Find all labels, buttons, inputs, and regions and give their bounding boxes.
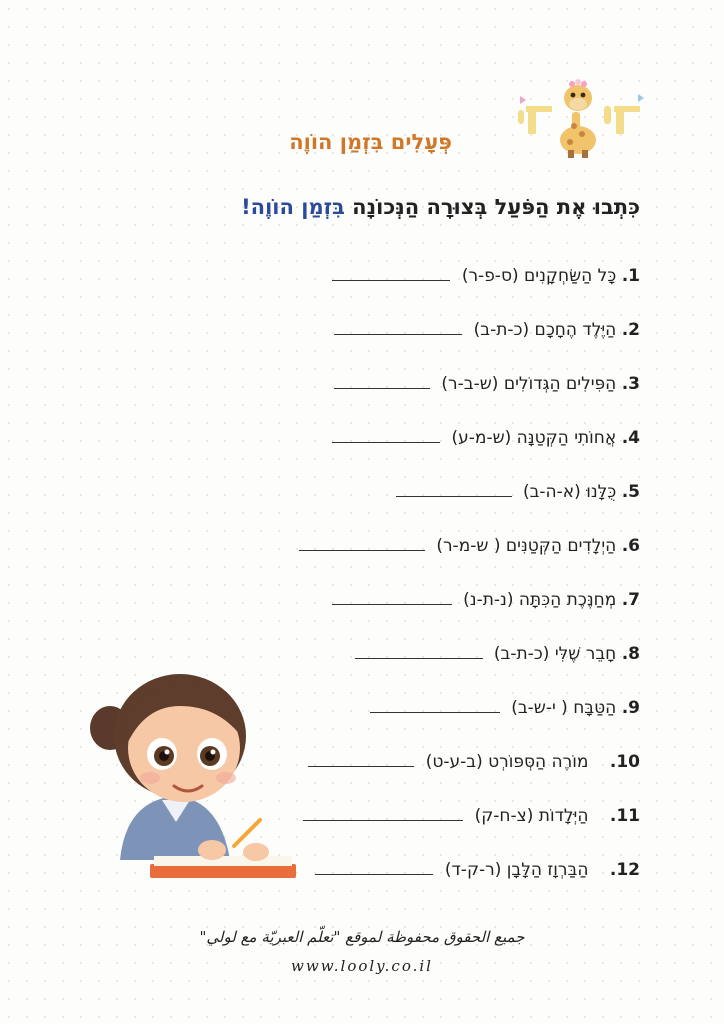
exercise-number: 4. bbox=[621, 428, 640, 448]
exercise-row-3 bbox=[40, 366, 640, 420]
answer-blank[interactable] bbox=[334, 368, 430, 389]
answer-blank[interactable] bbox=[303, 800, 463, 821]
girl-writing-illustration bbox=[80, 650, 306, 900]
instruction-main: כִּתְבוּ אֶת הַפֹּעַל בְּצוּרָה הַנְּכוֹנָה bbox=[352, 195, 640, 219]
exercise-prompt: כָּל הַשַּׂחְקָנִים (ס-פ-ר) bbox=[461, 266, 617, 286]
exercise-prompt: הַיְלָדִים הַקְּטַנִּים ( ש-מ-ר) bbox=[436, 536, 617, 556]
exercise-prompt: כֻּלָּנוּ (א-ה-ב) bbox=[522, 482, 617, 502]
exercise-prompt: הַיְּלָדוֹת (צ-ח-ק) bbox=[474, 806, 589, 826]
exercise-number: 12. bbox=[609, 860, 640, 880]
exercise-number: 2. bbox=[621, 320, 640, 340]
answer-blank[interactable] bbox=[370, 692, 500, 713]
answer-blank[interactable] bbox=[315, 854, 433, 875]
footer-url[interactable]: www.looly.co.il bbox=[291, 957, 433, 975]
exercise-number: 3. bbox=[621, 374, 640, 394]
exercise-prompt: אֲחוֹתִי הַקְּטַנָּה (ש-מ-ע) bbox=[451, 428, 617, 448]
exercise-prompt: הַפִּילִים הַגְּדוֹלִים (ש-ב-ר) bbox=[441, 374, 617, 394]
answer-blank[interactable] bbox=[332, 422, 440, 443]
answer-blank[interactable] bbox=[299, 530, 425, 551]
footer-copyright: جميع الحقوق محفوظة لموقع "تعلّم العبريّة مع لولي" bbox=[199, 928, 525, 946]
exercise-prompt: מְחַנֶּכֶת הַכִּתָּה (נ-ת-נ) bbox=[463, 590, 617, 610]
answer-blank[interactable] bbox=[332, 260, 450, 281]
exercise-prompt: חָבֵר שֶׁלִּי (כ-ת-ב) bbox=[493, 644, 617, 664]
exercise-row-5 bbox=[40, 474, 640, 528]
exercise-number: 6. bbox=[621, 536, 640, 556]
instruction bbox=[241, 195, 640, 219]
exercise-row-1 bbox=[40, 258, 640, 312]
exercise-row-2 bbox=[40, 312, 640, 366]
answer-blank[interactable] bbox=[355, 638, 483, 659]
answer-blank[interactable] bbox=[396, 476, 512, 497]
exercise-number: 10. bbox=[609, 752, 640, 772]
answer-blank[interactable] bbox=[332, 584, 452, 605]
exercise-number: 7. bbox=[621, 590, 640, 610]
exercise-row-4 bbox=[40, 420, 640, 474]
exercise-number: 9. bbox=[621, 698, 640, 718]
exercise-prompt: הַטַּבָּח ( י-ש-ב) bbox=[511, 698, 617, 718]
exercise-number: 11. bbox=[609, 806, 640, 826]
answer-blank[interactable] bbox=[334, 314, 462, 335]
exercise-row-6 bbox=[40, 528, 640, 582]
exercise-number: 1. bbox=[621, 266, 640, 286]
looly-logo bbox=[512, 72, 644, 158]
exercise-prompt: מוֹרֶה הַסְּפּוֹרְט (ב-ע-ט) bbox=[425, 752, 589, 772]
answer-blank[interactable] bbox=[308, 746, 414, 767]
exercise-number: 8. bbox=[621, 644, 640, 664]
exercise-row-7 bbox=[40, 582, 640, 636]
exercise-prompt: הַבַּרְוָז הַלָּבָן (ר-ק-ד) bbox=[444, 860, 589, 880]
page-title: פְּעָלִים בִּזְמַן הוֹוֶה bbox=[289, 130, 452, 154]
exercise-prompt: הַיֶּלֶד הֶחָכָם (כ-ת-ב) bbox=[473, 320, 617, 340]
exercise-number: 5. bbox=[621, 482, 640, 502]
instruction-emphasis: בִּזְמַן הוֹוֶה! bbox=[241, 195, 345, 219]
